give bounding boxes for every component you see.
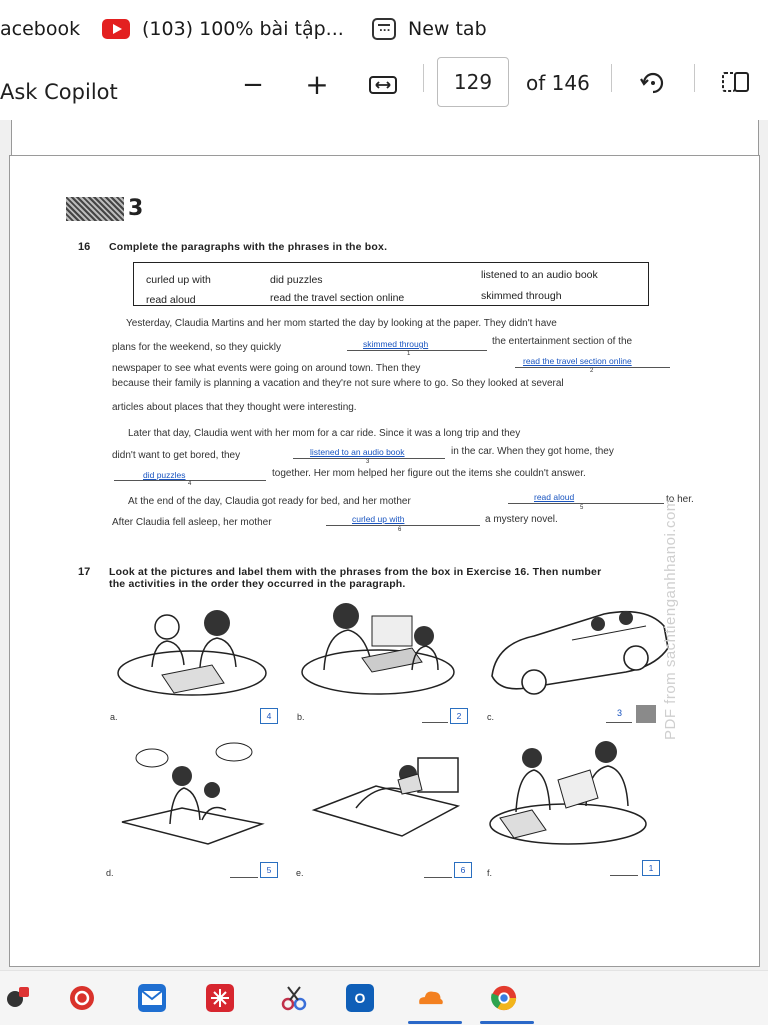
label-line	[230, 877, 258, 878]
app-icon	[5, 985, 31, 1011]
zoom-in-label: +	[305, 67, 329, 101]
taskbar-app-icon[interactable]	[4, 984, 32, 1012]
blank-number: 4	[188, 481, 192, 487]
tab-label: acebook	[0, 18, 81, 40]
order-number-c: 3	[617, 708, 623, 718]
tab-label: (103) 100% bài tập...	[142, 18, 344, 40]
label-line	[610, 875, 638, 876]
toolbar-divider	[423, 64, 424, 92]
paragraph-line: the entertainment section of the	[492, 336, 633, 347]
page-total	[526, 68, 590, 98]
two-page-view-icon	[720, 69, 752, 95]
taskbar-outlook-icon[interactable]	[346, 984, 374, 1012]
unit-heading	[66, 196, 144, 221]
browser-tab-strip	[0, 0, 768, 56]
tab-new-tab[interactable]	[372, 12, 487, 46]
chrome-icon	[490, 983, 518, 1013]
answer-2: read the travel section online	[523, 356, 632, 366]
picture-letter: d.	[106, 868, 114, 878]
ask-copilot-button[interactable]	[0, 76, 118, 108]
mail-icon	[141, 990, 163, 1006]
blank-number: 2	[590, 368, 594, 374]
illustration-read-aloud	[112, 740, 272, 855]
paragraph-line: because their family is planning a vacation and they're not sure where to go. So they looked at several	[112, 378, 564, 389]
unit-number: 3	[128, 196, 145, 221]
answer-blank-1	[347, 350, 487, 351]
label-line	[422, 722, 448, 723]
picture-letter: f.	[487, 868, 493, 878]
blank-number: 1	[407, 351, 411, 357]
windows-taskbar	[0, 970, 768, 1025]
illustration-puzzles	[112, 605, 272, 700]
picture-letter: e.	[296, 868, 304, 878]
picture-letter: c.	[487, 712, 495, 722]
picture-letter: a.	[110, 712, 118, 722]
order-number-b: 2	[450, 708, 468, 724]
current-page: 129	[453, 70, 493, 94]
illustration-travel-online	[296, 600, 458, 700]
new-tab-icon	[372, 18, 396, 40]
taskbar-mail-icon[interactable]	[138, 984, 166, 1012]
answer-5: read aloud	[534, 492, 575, 502]
tab-youtube[interactable]	[102, 12, 344, 46]
picture-letter: b.	[297, 712, 305, 722]
taskbar-chrome-icon[interactable]	[490, 984, 518, 1012]
illustration-curled-up-with	[306, 738, 466, 856]
box-phrase: did puzzles	[270, 274, 323, 286]
paragraph-line: articles about places that they thought were interesting.	[112, 402, 357, 413]
answer-1: skimmed through	[363, 339, 429, 349]
exercise-17-title-line: the activities in the order they occurred in the paragraph.	[109, 578, 406, 590]
paragraph-line: a mystery novel.	[485, 514, 558, 525]
blank-number: 5	[580, 505, 584, 511]
scissors-icon	[280, 984, 308, 1012]
cloud-icon	[416, 987, 444, 1009]
answer-3: listened to an audio book	[310, 447, 405, 457]
page-total-label: of 146	[526, 71, 590, 95]
blank-number: 6	[398, 527, 402, 533]
box-phrase: read the travel section online	[270, 292, 405, 304]
exercise-16-number: 16	[78, 241, 91, 253]
rotate-button[interactable]	[636, 66, 670, 100]
ask-copilot-label: Ask Copilot	[0, 80, 118, 104]
page-view-button[interactable]	[718, 66, 754, 98]
paragraph-line: newspaper to see what events were going on around town. Then they	[112, 363, 421, 374]
page-number-input[interactable]	[437, 57, 509, 107]
order-number-f: 1	[642, 860, 660, 876]
toolbar-divider	[694, 64, 695, 92]
zoom-out-label: −	[242, 70, 264, 100]
outlook-icon: O	[354, 990, 366, 1006]
flower-icon	[210, 988, 230, 1008]
paragraph-line: plans for the weekend, so they quickly	[112, 342, 281, 353]
box-phrase: listened to an audio book	[481, 269, 598, 281]
fit-width-button[interactable]	[366, 70, 400, 100]
answer-6: curled up with	[352, 514, 405, 524]
illustration-car-audio-book	[486, 596, 672, 704]
paragraph-line: After Claudia fell asleep, her mother	[112, 517, 272, 528]
paragraph-line: to her.	[666, 494, 694, 505]
tab-label: New tab	[408, 18, 487, 40]
box-phrase: read aloud	[146, 294, 196, 306]
paragraph-line: didn't want to get bored, they	[112, 450, 241, 461]
watermark-text: PDF from sachtienganhhanoi.com	[662, 498, 679, 740]
label-line	[424, 877, 452, 878]
exercise-17-title-line: Look at the pictures and label them with the phrases from the box in Exercise 16. Then number	[109, 566, 602, 578]
order-number-e: 6	[454, 862, 472, 878]
paragraph-line: At the end of the day, Claudia got ready for bed, and her mother	[128, 496, 411, 507]
paragraph-line: in the car. When they got home, they	[451, 446, 614, 457]
taskbar-snipping-icon[interactable]	[280, 984, 308, 1012]
zoom-in-button[interactable]	[302, 68, 332, 100]
previous-page-edge	[11, 120, 759, 158]
box-phrase: curled up with	[146, 274, 211, 286]
red-circle-app-icon	[68, 984, 96, 1012]
taskbar-cloud-icon[interactable]	[416, 984, 444, 1012]
box-phrase: skimmed through	[481, 290, 562, 302]
illustration-skimmed-through	[486, 740, 654, 850]
exercise-16-title: Complete the paragraphs with the phrases in the box.	[109, 241, 388, 253]
taskbar-app-icon[interactable]	[68, 984, 96, 1012]
fit-width-icon	[368, 74, 398, 96]
youtube-icon	[102, 19, 130, 39]
rotate-icon	[638, 68, 668, 98]
paragraph-line: Yesterday, Claudia Martins and her mom started the day by looking at the paper. They didn't have	[126, 318, 557, 329]
answer-blank-5	[508, 503, 664, 504]
blank-number: 3	[366, 459, 370, 465]
order-number-d: 5	[260, 862, 278, 878]
exercise-17-number: 17	[78, 566, 91, 578]
zoom-out-button[interactable]	[238, 70, 268, 100]
answer-4: did puzzles	[143, 470, 186, 480]
grey-square-mark	[636, 705, 656, 723]
paragraph-line: together. Her mom helped her figure out the items she couldn't answer.	[272, 468, 586, 479]
tab-facebook[interactable]	[0, 12, 80, 46]
toolbar-divider	[611, 64, 612, 92]
answer-blank-6	[326, 525, 480, 526]
taskbar-huawei-icon[interactable]	[206, 984, 234, 1012]
paragraph-line: Later that day, Claudia went with her mom for a car ride. Since it was a long trip and they	[128, 428, 521, 439]
order-number-a: 4	[260, 708, 278, 724]
label-line	[606, 722, 632, 723]
unit-heading-smudge	[66, 197, 124, 221]
